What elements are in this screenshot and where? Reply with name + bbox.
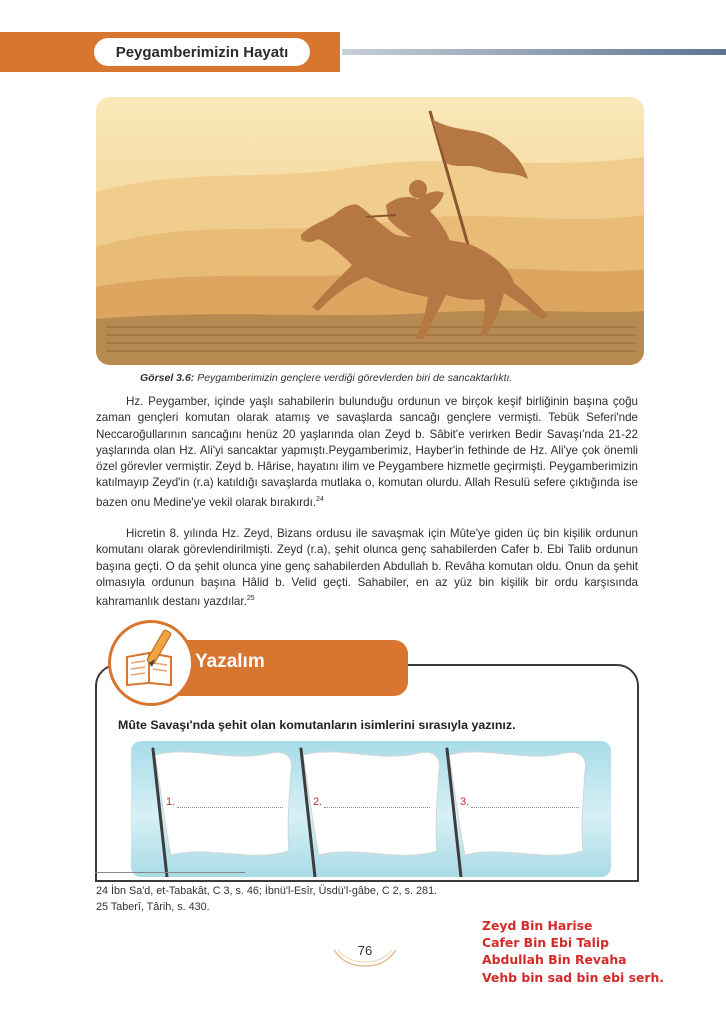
answer-line-3[interactable] bbox=[471, 807, 579, 808]
answer-4: Vehb bin sad bin ebi serh. bbox=[482, 969, 664, 985]
paragraph-1 bbox=[96, 394, 638, 511]
flag-number-2: 2. bbox=[313, 796, 323, 808]
chapter-title: Peygamberimizin Hayatı bbox=[94, 38, 310, 66]
written-answers bbox=[482, 917, 664, 986]
answer-3: Abdullah Bin Revaha bbox=[482, 952, 627, 968]
horseman-silhouette-image bbox=[96, 97, 644, 365]
footnote-24: 24 İbn Sa'd, et-Tabakât, C 3, s. 46; İbnü'l-Esîr, Üsdü'l-gâbe, C 2, s. 281. bbox=[96, 885, 438, 897]
paragraph-1-text: Hz. Peygamber, içinde yaşlı sahabilerin bulunduğu ordunun ve birçok keşif birliğinin başına çoğu zaman gençleri komutan olarak atamış ve savaşlarda sancağı gençlere vermişti. Tebük Seferi'nde Neccaroğullarının sancağını henüz 20 yaşlarında olan Zeyd b. Sâbit'e verirken Bedir Savaşı'nda 21-22 yaşlarında olan Hz. Ali'yi sancaktar yapmıştı.Peygamberimiz, Hayber'in fethinde de Hz. Ali'ye çok önemli özel görevler vermiştir. Zeyd b. Hârise, hayatını ilim ve Peygambere hizmetle geçirmişti. Peygamberimizin katılmayıp Zeyd'in (r.a) katıldığı savaşlarda mutlaka o, komutan olurdu. Allah Resulü sefere çıktığında ise bazen onu Medine'ye vekil olarak bırakırdı. bbox=[96, 395, 638, 509]
figure-caption bbox=[140, 372, 512, 384]
answer-2: Cafer Bin Ebi Talip bbox=[482, 935, 609, 951]
paragraph-2-text: Hicretin 8. yılında Hz. Zeyd, Bizans ordusu ile savaşmak için Mûte'ye giden üç bin kişilik ordunun komutanı olarak görevlendirilmişti. Zeyd (r.a), şehit olunca genç sahabilerden Cafer b. Ebi Talib ordunun başına geçti. O da şehit olunca yine genç sahabilerden Abdullah b. Revâha komutan oldu. Onun da şehit olmasıyla ordunun başına Hâlid b. Velid geçti. Sahabiler, en az yüz bin kişilik bir ordu karşısında kahramanlık destanı yazdılar. bbox=[96, 527, 638, 609]
activity-prompt: Mûte Savaşı'nda şehit olan komutanların isimlerini sırasıyla yazınız. bbox=[118, 718, 516, 732]
answer-line-1[interactable] bbox=[177, 807, 283, 808]
activity-title: Yazalım bbox=[195, 651, 265, 672]
flags-panel bbox=[131, 741, 611, 877]
answer-1: Zeyd Bin Harise bbox=[482, 918, 593, 933]
flag-number-1: 1. bbox=[166, 796, 176, 808]
activity-badge bbox=[108, 620, 194, 706]
footnote-25: 25 Taberî, Târih, s. 430. bbox=[96, 901, 210, 913]
horseman-illustration bbox=[96, 97, 644, 365]
flag-number-3: 3. bbox=[460, 796, 470, 808]
footnote-ref-25: 25 bbox=[246, 595, 255, 603]
page-number: 76 bbox=[357, 943, 373, 958]
white-flags-image bbox=[131, 741, 611, 877]
book-pencil-icon bbox=[111, 623, 191, 703]
paragraph-2 bbox=[96, 526, 638, 610]
footnote-ref-24: 24 bbox=[316, 495, 324, 503]
footnote-rule bbox=[95, 872, 245, 873]
footnotes bbox=[96, 883, 437, 915]
header-arrow bbox=[318, 32, 340, 72]
caption-label: Görsel 3.6: bbox=[140, 372, 195, 384]
header-rule bbox=[342, 49, 726, 55]
caption-text: Peygamberimizin gençlere verdiği görevlerden biri de sancaktarlıktı. bbox=[194, 372, 513, 384]
answer-line-2[interactable] bbox=[324, 807, 430, 808]
